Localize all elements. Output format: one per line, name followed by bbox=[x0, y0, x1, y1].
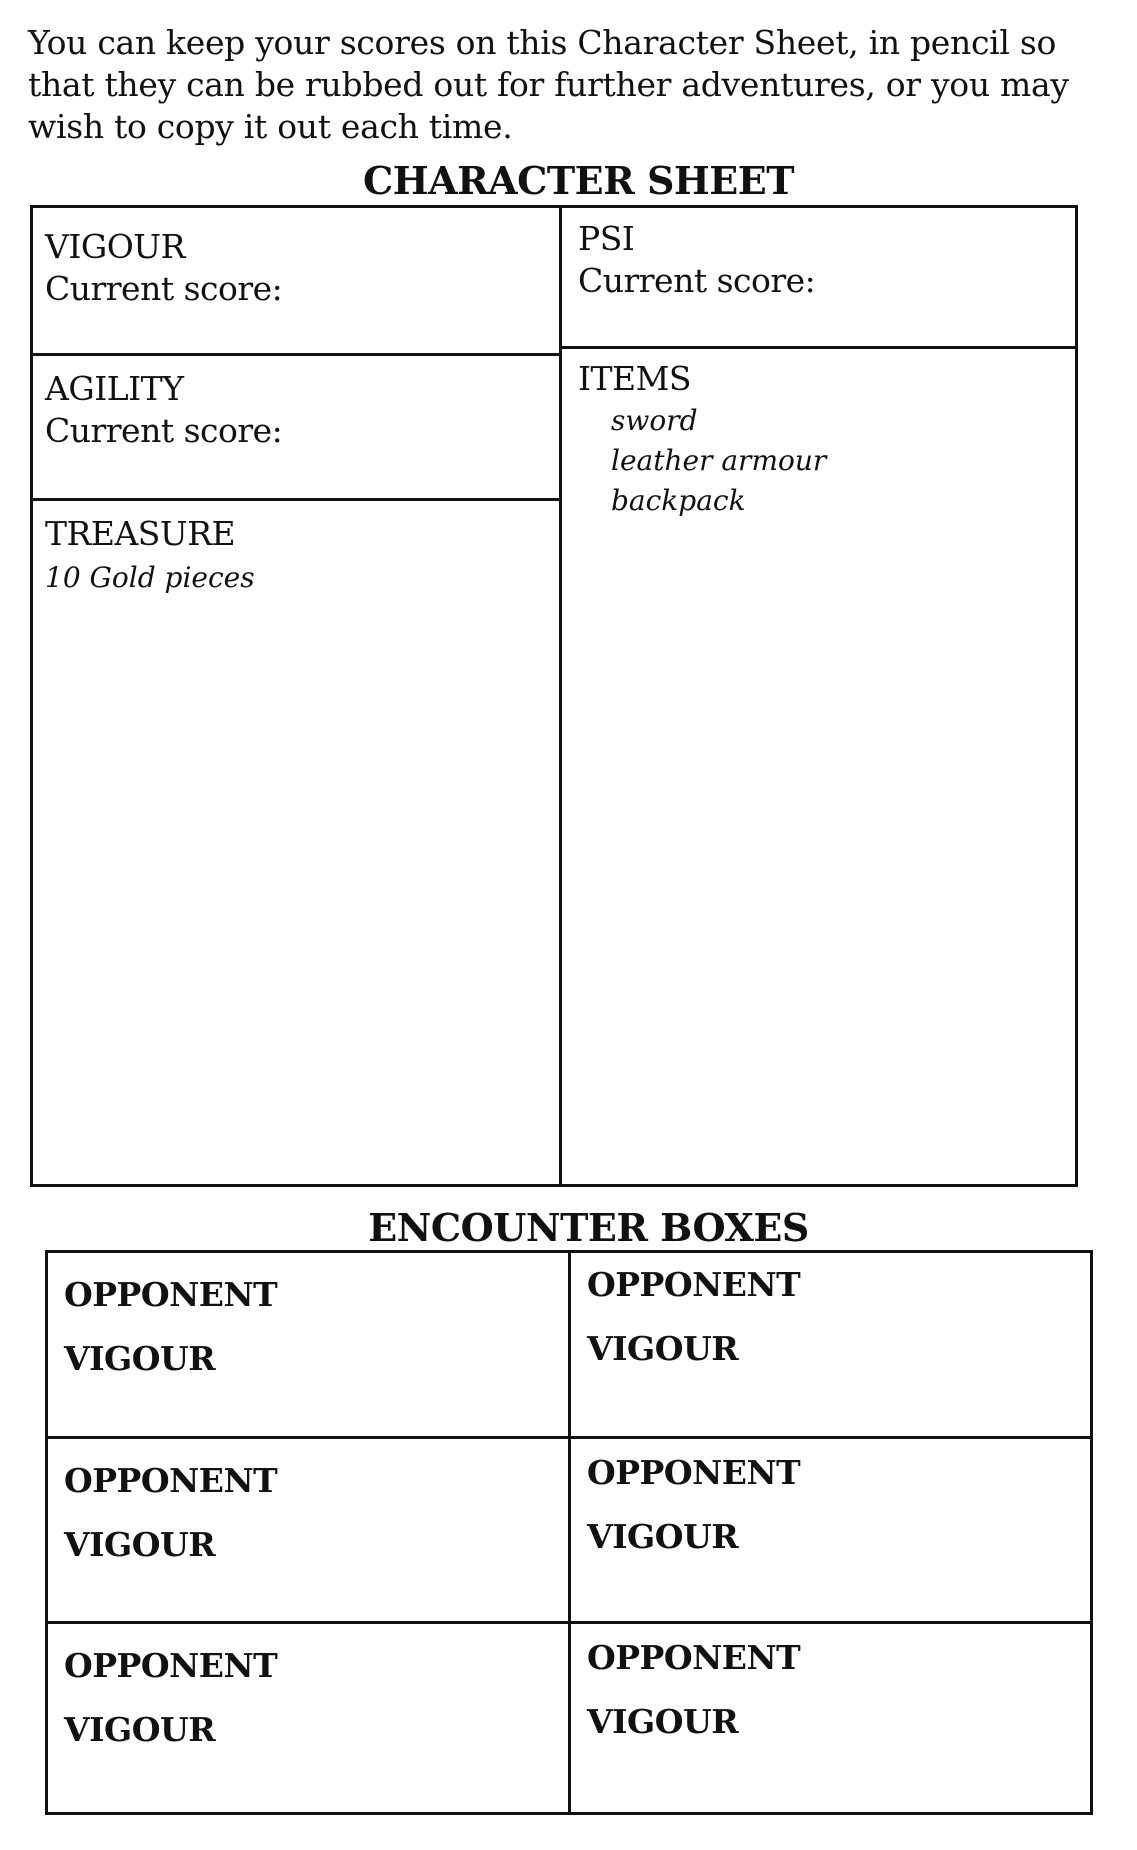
encounter-boxes-grid bbox=[45, 1250, 1093, 1815]
item-entry: leather armour bbox=[611, 444, 827, 477]
intro-text: You can keep your scores on this Character Sheet, in pencil so that they can be rubbed out for further adventures, or you may wish to copy it out each time. bbox=[28, 23, 1069, 146]
item-entry: sword bbox=[611, 404, 698, 437]
opponent-label: OPPONENT bbox=[587, 1265, 801, 1304]
encounter-box bbox=[48, 1439, 568, 1622]
vigour-label: VIGOUR bbox=[64, 1339, 216, 1378]
vigour-label: VIGOUR bbox=[45, 227, 185, 266]
encounter-box bbox=[571, 1624, 1091, 1807]
treasure-label: TREASURE bbox=[45, 514, 236, 553]
vigour-current-score-label: Current score: bbox=[45, 269, 283, 308]
divider-vigour-agility bbox=[33, 353, 559, 356]
opponent-label: OPPONENT bbox=[64, 1275, 278, 1314]
encounter-box bbox=[48, 1253, 568, 1436]
items-label: ITEMS bbox=[578, 359, 692, 398]
treasure-value: 10 Gold pieces bbox=[45, 561, 255, 594]
encounter-box bbox=[571, 1253, 1091, 1436]
character-sheet bbox=[30, 205, 1078, 1187]
encounter-box bbox=[48, 1624, 568, 1807]
encounter-boxes-title: ENCOUNTER BOXES bbox=[368, 1205, 809, 1250]
encounter-box bbox=[571, 1439, 1091, 1622]
divider-agility-treasure bbox=[33, 498, 559, 501]
divider-psi-items bbox=[562, 346, 1075, 349]
agility-label: AGILITY bbox=[45, 369, 184, 408]
item-entry: backpack bbox=[611, 484, 746, 517]
vigour-label: VIGOUR bbox=[587, 1517, 739, 1556]
column-divider bbox=[559, 208, 562, 1184]
vigour-label: VIGOUR bbox=[64, 1525, 216, 1564]
opponent-label: OPPONENT bbox=[64, 1461, 278, 1500]
psi-label: PSI bbox=[578, 219, 635, 258]
agility-current-score-label: Current score: bbox=[45, 411, 283, 450]
opponent-label: OPPONENT bbox=[587, 1638, 801, 1677]
vigour-label: VIGOUR bbox=[587, 1329, 739, 1368]
opponent-label: OPPONENT bbox=[64, 1646, 278, 1685]
character-sheet-title: CHARACTER SHEET bbox=[362, 158, 795, 203]
psi-current-score-label: Current score: bbox=[578, 261, 816, 300]
vigour-label: VIGOUR bbox=[587, 1702, 739, 1741]
opponent-label: OPPONENT bbox=[587, 1453, 801, 1492]
vigour-label: VIGOUR bbox=[64, 1710, 216, 1749]
